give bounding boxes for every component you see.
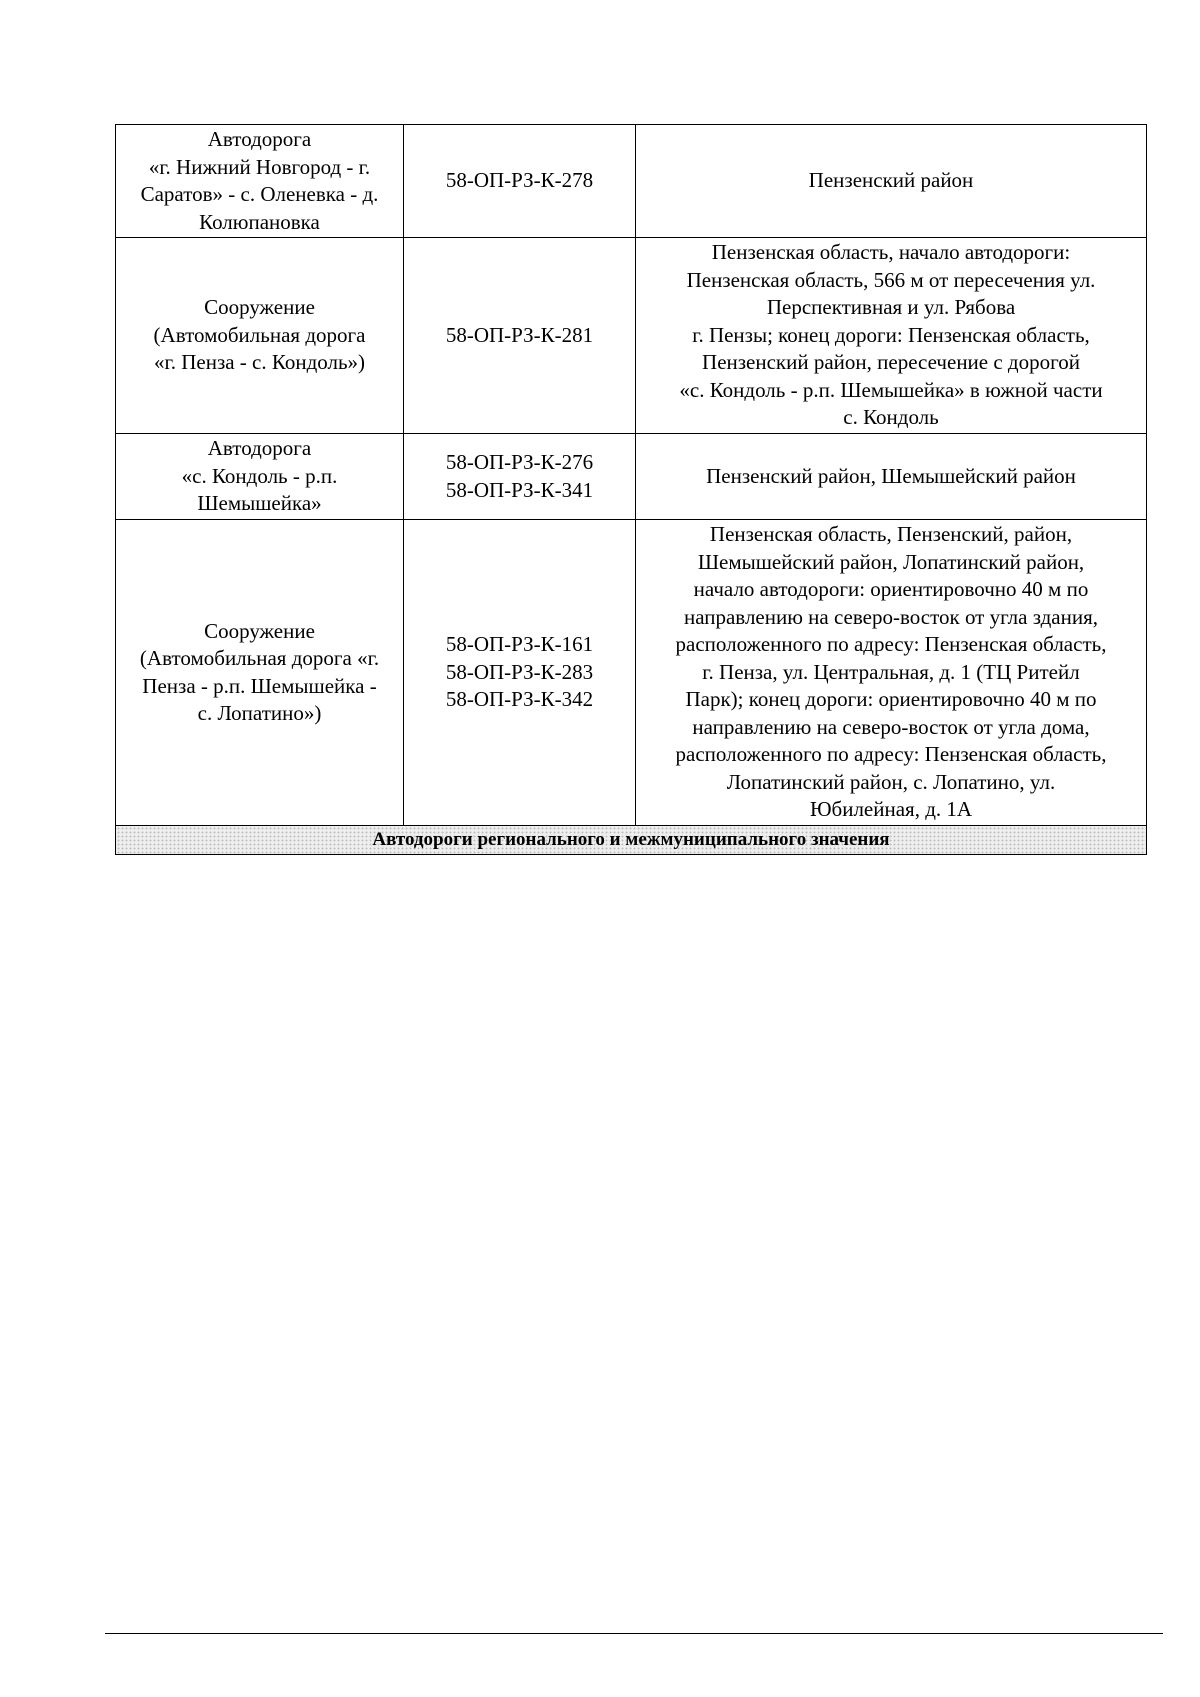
cell-text-line: направлению на северо-восток от угла дома, [692, 714, 1090, 739]
cell-text-line: Шемышейский район, Лопатинский район, [697, 549, 1085, 574]
road-code-cell [404, 238, 636, 434]
cell-text-line: 58-ОП-РЗ-К-283 [445, 659, 594, 684]
cell-text-line: 58-ОП-РЗ-К-276 [445, 450, 594, 474]
road-location-cell [636, 434, 1147, 520]
cell-text-line: Пензенская область, 566 м от пересечения ул. [686, 267, 1096, 292]
cell-text-line: 58-ОП-РЗ-К-161 [445, 632, 594, 657]
cell-text-line: Колюпановка [199, 209, 320, 234]
cell-text-line: Перспективная и ул. Рябова [766, 295, 1016, 320]
table-row [116, 238, 1147, 434]
cell-text-line: начало автодороги: ориентировочно 40 м по [693, 577, 1089, 602]
table-row [116, 125, 1147, 238]
cell-text-line: «с. Кондоль - р.п. Шемышейка» в южной части [679, 377, 1103, 402]
road-code-cell [404, 434, 636, 520]
road-name-cell [116, 238, 404, 434]
cell-text-line: направлению на северо-восток от угла здания, [683, 604, 1099, 629]
road-code-cell [404, 520, 636, 826]
cell-text-line: 58-ОП-РЗ-К-341 [445, 477, 594, 502]
cell-text-line: расположенного по адресу: Пензенская область, [675, 742, 1107, 767]
table-body [116, 125, 1147, 855]
road-code-cell [404, 125, 636, 238]
roads-table [115, 124, 1147, 855]
road-location-cell [636, 125, 1147, 238]
cell-text-line: г. Пензы; конец дороги: Пензенская область, [692, 322, 1090, 347]
cell-text-line: Юбилейная, д. 1А [809, 797, 973, 822]
cell-text-line: с. Лопатино») [197, 701, 322, 725]
road-location-cell [636, 520, 1147, 826]
road-location-cell [636, 238, 1147, 434]
cell-text-line: Автодорога [207, 127, 312, 151]
cell-text-line: Сооружение [204, 618, 315, 643]
road-name-cell [116, 125, 404, 238]
cell-text-line: Саратов» - с. Оленевка - д. [140, 182, 379, 206]
cell-text-line: Пензенская область, Пензенский, район, [709, 522, 1073, 547]
cell-text-line: Шемышейка» [197, 491, 322, 516]
cell-text-line: Пензенский район [808, 168, 974, 193]
cell-text-line: «г. Нижний Новгород - г. [148, 154, 371, 179]
cell-text-line: Пензенский район, Шемышейский район [706, 463, 1076, 488]
cell-text-line: Пензенская область, начало автодороги: [711, 240, 1071, 265]
cell-text-line: с. Кондоль [843, 405, 939, 430]
cell-text-line: «г. Пенза - с. Кондоль») [153, 350, 366, 375]
road-name-cell [116, 520, 404, 826]
cell-text-line: Автодорога [207, 436, 312, 461]
cell-text-line: (Автомобильная дорога «г. [139, 646, 380, 670]
cell-text-line: «с. Кондоль - р.п. [181, 463, 338, 488]
footer-divider [105, 1633, 1163, 1634]
road-name-cell [116, 434, 404, 520]
cell-text-line: (Автомобильная дорога [153, 322, 366, 347]
section-heading-row [116, 826, 1147, 855]
section-heading-cell [116, 826, 1147, 855]
cell-text-line: Пенза - р.п. Шемышейка - [142, 673, 377, 698]
table-row [116, 520, 1147, 826]
cell-text-line: 58-ОП-РЗ-К-278 [445, 168, 594, 193]
cell-text-line: Парк); конец дороги: ориентировочно 40 м по [685, 687, 1097, 712]
cell-text-line: 58-ОП-РЗ-К-342 [445, 687, 594, 712]
table-row [116, 434, 1147, 520]
cell-text-line: г. Пенза, ул. Центральная, д. 1 (ТЦ Ритейл [702, 659, 1080, 684]
cell-text-line: Сооружение [204, 295, 315, 320]
cell-text-line: 58-ОП-РЗ-К-281 [445, 322, 594, 347]
cell-text-line: Лопатинский район, с. Лопатино, ул. [726, 769, 1056, 794]
cell-text-line: расположенного по адресу: Пензенская область, [675, 632, 1107, 657]
section-heading: Автодороги регионального и межмуниципального значения [372, 829, 890, 850]
cell-text-line: Пензенский район, пересечение с дорогой [702, 350, 1080, 375]
